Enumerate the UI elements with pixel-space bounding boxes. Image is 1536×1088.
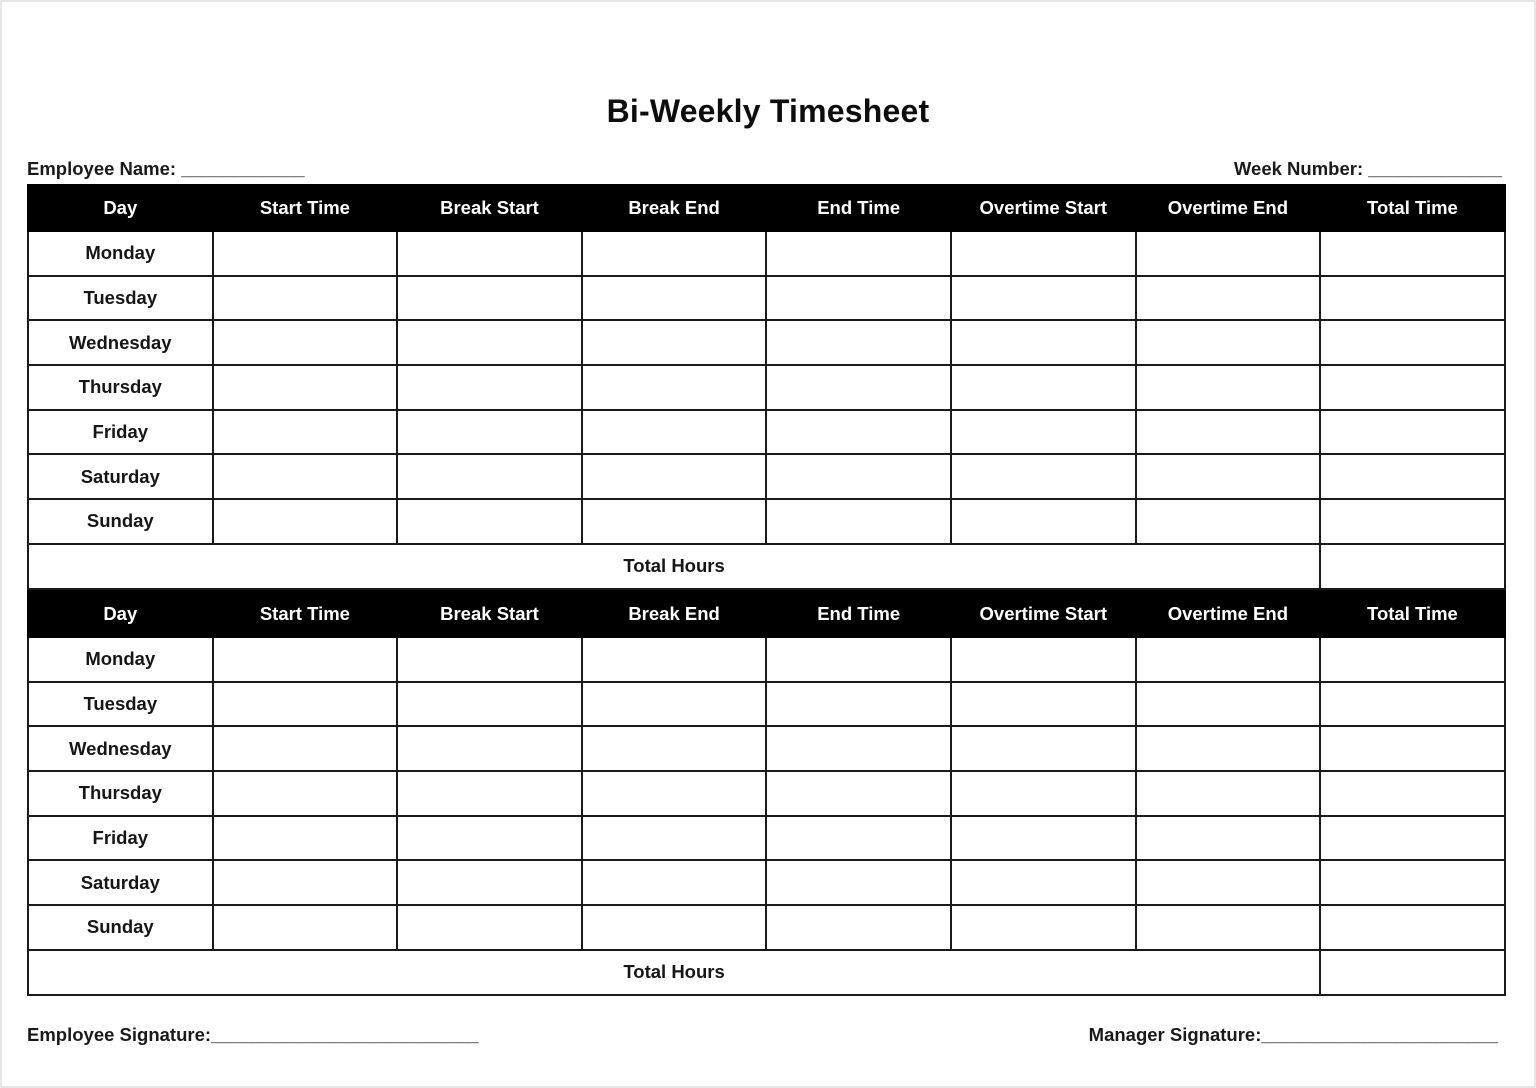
- overtime-end-cell[interactable]: [1136, 637, 1321, 682]
- total-time-cell[interactable]: [1320, 276, 1505, 321]
- break-start-cell[interactable]: [397, 410, 582, 455]
- total-time-cell[interactable]: [1320, 454, 1505, 499]
- total-time-cell[interactable]: [1320, 637, 1505, 682]
- overtime-end-cell[interactable]: [1136, 726, 1321, 771]
- col-header-end-time: End Time: [766, 591, 951, 637]
- table-row: [28, 905, 1505, 950]
- break-end-cell[interactable]: [582, 320, 767, 365]
- col-header-overtime-end: Overtime End: [1136, 185, 1321, 231]
- start-time-cell[interactable]: [213, 276, 398, 321]
- total-hours-value-cell[interactable]: [1320, 544, 1505, 589]
- table-row: [28, 320, 1505, 365]
- table-row: [28, 771, 1505, 816]
- col-header-break-start: Break Start: [397, 591, 582, 637]
- break-end-cell[interactable]: [582, 771, 767, 816]
- timesheet-week-2: [27, 590, 1506, 996]
- day-label: Thursday: [28, 771, 213, 816]
- total-time-cell[interactable]: [1320, 771, 1505, 816]
- total-hours-row: [28, 544, 1505, 589]
- overtime-start-cell[interactable]: [951, 726, 1136, 771]
- break-start-cell[interactable]: [397, 320, 582, 365]
- break-start-cell[interactable]: [397, 816, 582, 861]
- overtime-start-cell[interactable]: [951, 682, 1136, 727]
- overtime-end-cell[interactable]: [1136, 454, 1321, 499]
- start-time-cell[interactable]: [213, 454, 398, 499]
- start-time-cell[interactable]: [213, 320, 398, 365]
- table-row: [28, 365, 1505, 410]
- col-header-end-time: End Time: [766, 185, 951, 231]
- table-row: [28, 231, 1505, 276]
- break-start-cell[interactable]: [397, 860, 582, 905]
- col-header-start-time: Start Time: [213, 591, 398, 637]
- end-time-cell[interactable]: [766, 231, 951, 276]
- overtime-start-cell[interactable]: [951, 637, 1136, 682]
- page-title: Bi-Weekly Timesheet: [606, 93, 930, 129]
- break-start-cell[interactable]: [397, 682, 582, 727]
- start-time-cell[interactable]: [213, 905, 398, 950]
- break-end-cell[interactable]: [582, 682, 767, 727]
- col-header-total-time: Total Time: [1320, 591, 1505, 637]
- end-time-cell[interactable]: [766, 454, 951, 499]
- break-end-cell[interactable]: [582, 365, 767, 410]
- header-row: [28, 591, 1505, 637]
- end-time-cell[interactable]: [766, 637, 951, 682]
- day-label: Friday: [28, 410, 213, 455]
- overtime-start-cell[interactable]: [951, 231, 1136, 276]
- col-header-break-end: Break End: [582, 591, 767, 637]
- col-header-day: Day: [28, 591, 213, 637]
- total-time-cell[interactable]: [1320, 860, 1505, 905]
- start-time-cell[interactable]: [213, 637, 398, 682]
- break-end-cell[interactable]: [582, 454, 767, 499]
- col-header-overtime-start: Overtime Start: [951, 591, 1136, 637]
- end-time-cell[interactable]: [766, 726, 951, 771]
- table-row: [28, 637, 1505, 682]
- end-time-cell[interactable]: [766, 410, 951, 455]
- break-end-cell[interactable]: [582, 276, 767, 321]
- end-time-cell[interactable]: [766, 816, 951, 861]
- overtime-start-cell[interactable]: [951, 499, 1136, 544]
- end-time-cell[interactable]: [766, 276, 951, 321]
- total-time-cell[interactable]: [1320, 410, 1505, 455]
- total-time-cell[interactable]: [1320, 905, 1505, 950]
- end-time-cell[interactable]: [766, 860, 951, 905]
- start-time-cell[interactable]: [213, 860, 398, 905]
- overtime-start-cell[interactable]: [951, 905, 1136, 950]
- overtime-start-cell[interactable]: [951, 816, 1136, 861]
- employee-name-field[interactable]: Employee Name: ____________: [27, 158, 305, 179]
- col-header-start-time: Start Time: [213, 185, 398, 231]
- manager-signature-field[interactable]: Manager Signature:_______________________: [1088, 1024, 1498, 1045]
- day-label: Monday: [28, 231, 213, 276]
- break-end-cell[interactable]: [582, 726, 767, 771]
- break-start-cell[interactable]: [397, 231, 582, 276]
- employee-signature-field[interactable]: Employee Signature:__________________________: [27, 1024, 479, 1045]
- total-hours-label: Total Hours: [28, 544, 1320, 589]
- total-time-cell[interactable]: [1320, 726, 1505, 771]
- day-label: Saturday: [28, 454, 213, 499]
- start-time-cell[interactable]: [213, 231, 398, 276]
- table-row: [28, 454, 1505, 499]
- break-end-cell[interactable]: [582, 637, 767, 682]
- overtime-end-cell[interactable]: [1136, 410, 1321, 455]
- start-time-cell[interactable]: [213, 499, 398, 544]
- overtime-start-cell[interactable]: [951, 365, 1136, 410]
- start-time-cell[interactable]: [213, 682, 398, 727]
- total-time-cell[interactable]: [1320, 365, 1505, 410]
- overtime-end-cell[interactable]: [1136, 365, 1321, 410]
- start-time-cell[interactable]: [213, 726, 398, 771]
- day-label: Sunday: [28, 499, 213, 544]
- break-end-cell[interactable]: [582, 860, 767, 905]
- break-end-cell[interactable]: [582, 231, 767, 276]
- break-start-cell[interactable]: [397, 771, 582, 816]
- break-start-cell[interactable]: [397, 637, 582, 682]
- break-end-cell[interactable]: [582, 410, 767, 455]
- break-start-cell[interactable]: [397, 365, 582, 410]
- col-header-break-end: Break End: [582, 185, 767, 231]
- start-time-cell[interactable]: [213, 365, 398, 410]
- day-label: Wednesday: [28, 320, 213, 365]
- total-hours-row: [28, 950, 1505, 995]
- break-start-cell[interactable]: [397, 454, 582, 499]
- break-end-cell[interactable]: [582, 816, 767, 861]
- table-row: [28, 682, 1505, 727]
- col-header-day: Day: [28, 185, 213, 231]
- break-start-cell[interactable]: [397, 276, 582, 321]
- col-header-break-start: Break Start: [397, 185, 582, 231]
- total-time-cell[interactable]: [1320, 816, 1505, 861]
- start-time-cell[interactable]: [213, 410, 398, 455]
- day-label: Thursday: [28, 365, 213, 410]
- table-row: [28, 410, 1505, 455]
- col-header-total-time: Total Time: [1320, 185, 1505, 231]
- table-row: [28, 726, 1505, 771]
- break-start-cell[interactable]: [397, 905, 582, 950]
- break-end-cell[interactable]: [582, 499, 767, 544]
- timesheet-week-1: [27, 184, 1506, 590]
- end-time-cell[interactable]: [766, 365, 951, 410]
- overtime-end-cell[interactable]: [1136, 276, 1321, 321]
- total-time-cell[interactable]: [1320, 320, 1505, 365]
- overtime-start-cell[interactable]: [951, 410, 1136, 455]
- table-row: [28, 499, 1505, 544]
- break-start-cell[interactable]: [397, 726, 582, 771]
- table-row: [28, 816, 1505, 861]
- overtime-end-cell[interactable]: [1136, 231, 1321, 276]
- day-label: Sunday: [28, 905, 213, 950]
- end-time-cell[interactable]: [766, 320, 951, 365]
- total-hours-label: Total Hours: [28, 950, 1320, 995]
- overtime-end-cell[interactable]: [1136, 771, 1321, 816]
- end-time-cell[interactable]: [766, 682, 951, 727]
- header-row: [28, 185, 1505, 231]
- end-time-cell[interactable]: [766, 771, 951, 816]
- total-time-cell[interactable]: [1320, 682, 1505, 727]
- day-label: Tuesday: [28, 682, 213, 727]
- total-time-cell[interactable]: [1320, 499, 1505, 544]
- total-hours-value-cell[interactable]: [1320, 950, 1505, 995]
- table-row: [28, 276, 1505, 321]
- end-time-cell[interactable]: [766, 499, 951, 544]
- overtime-start-cell[interactable]: [951, 320, 1136, 365]
- col-header-overtime-end: Overtime End: [1136, 591, 1321, 637]
- table-row: [28, 860, 1505, 905]
- start-time-cell[interactable]: [213, 771, 398, 816]
- overtime-end-cell[interactable]: [1136, 682, 1321, 727]
- overtime-start-cell[interactable]: [951, 276, 1136, 321]
- day-label: Wednesday: [28, 726, 213, 771]
- break-start-cell[interactable]: [397, 499, 582, 544]
- col-header-overtime-start: Overtime Start: [951, 185, 1136, 231]
- overtime-end-cell[interactable]: [1136, 816, 1321, 861]
- end-time-cell[interactable]: [766, 905, 951, 950]
- overtime-end-cell[interactable]: [1136, 860, 1321, 905]
- overtime-end-cell[interactable]: [1136, 320, 1321, 365]
- day-label: Monday: [28, 637, 213, 682]
- overtime-end-cell[interactable]: [1136, 499, 1321, 544]
- day-label: Saturday: [28, 860, 213, 905]
- start-time-cell[interactable]: [213, 816, 398, 861]
- total-time-cell[interactable]: [1320, 231, 1505, 276]
- day-label: Tuesday: [28, 276, 213, 321]
- day-label: Friday: [28, 816, 213, 861]
- overtime-end-cell[interactable]: [1136, 905, 1321, 950]
- break-end-cell[interactable]: [582, 905, 767, 950]
- week-number-field[interactable]: Week Number: _____________: [1233, 158, 1502, 179]
- overtime-start-cell[interactable]: [951, 860, 1136, 905]
- overtime-start-cell[interactable]: [951, 454, 1136, 499]
- overtime-start-cell[interactable]: [951, 771, 1136, 816]
